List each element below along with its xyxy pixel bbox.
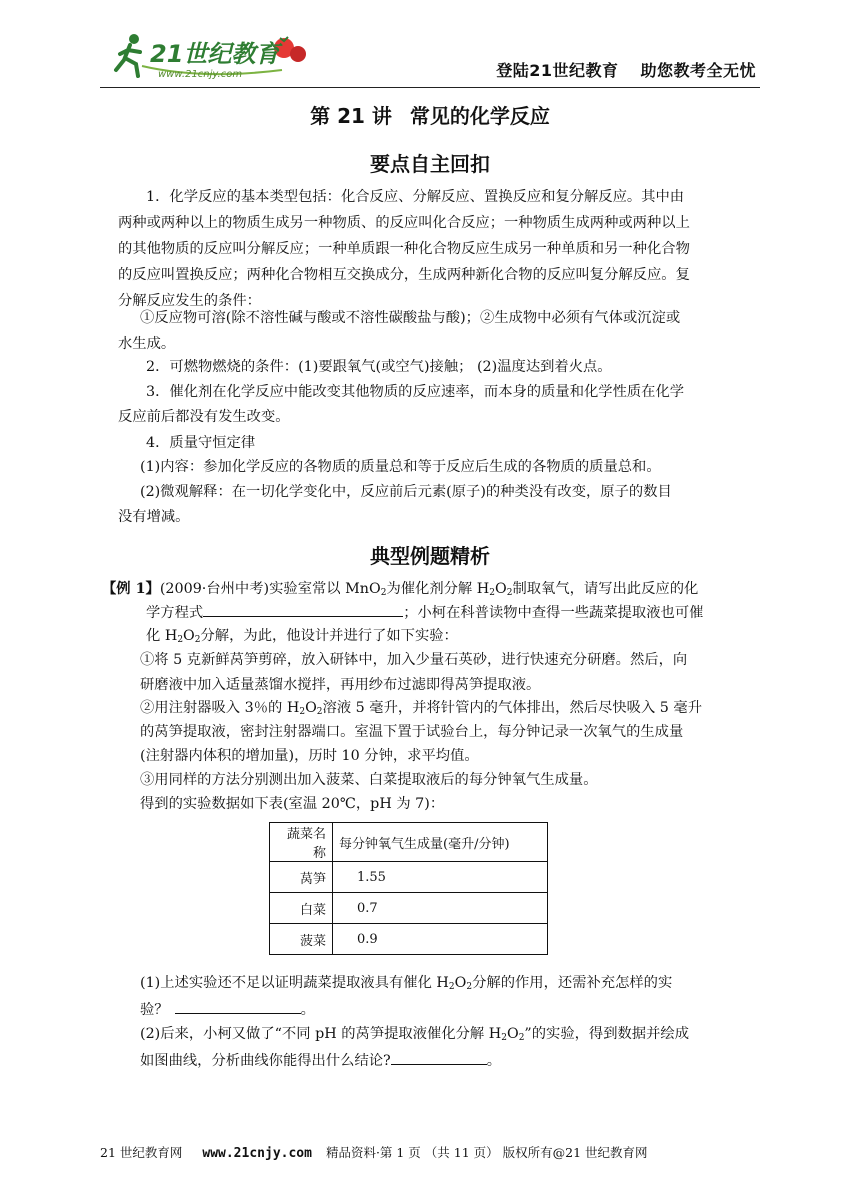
review-line: 反应前后都没有发生改变。	[118, 409, 290, 425]
question-line: (2)后来，小柯又做了“不同 pH 的莴笋提取液催化分解 $H_2O_2$”的实验，得到数据并绘成	[140, 1026, 689, 1043]
site-logo	[112, 30, 312, 82]
page-footer	[100, 1143, 760, 1161]
question-line: 验？ 。	[140, 999, 315, 1020]
example-line: 研磨液中加入适量蒸馏水搅拌，再用纱布过滤即得莴笋提取液。	[140, 677, 541, 693]
example-line: 【例 1】(2009·台州中考)实验室常以 MnO$_2$为催化剂分解 $H_2O_2$制取氧气，请写出此反应的化	[102, 581, 699, 598]
footer-page-info: 精品资料·第 1 页 （共 11 页） 版权所有@21 世纪教育网	[325, 1145, 648, 1160]
vegetable-name: 白菜	[270, 893, 333, 924]
logo-url: www.21cnjy.com	[158, 69, 243, 80]
oxygen-rate: 1.55	[333, 862, 548, 893]
review-line: 的其他物质的反应叫分解反应；一种单质跟一种化合物反应生成另一种单质和另一种化合物	[118, 241, 690, 257]
review-line: 2．可燃物燃烧的条件：(1)要跟氧气(或空气)接触； (2)温度达到着火点。	[146, 359, 612, 375]
review-line: 两种或两种以上的物质生成另一种物质、的反应叫化合反应；一种物质生成两种或两种以上	[118, 215, 690, 231]
example-line: ①将 5 克新鲜莴笋剪碎，放入研钵中，加入少量石英砂，进行快速充分研磨。然后，向	[140, 652, 688, 668]
section-title-examples: 典型例题精析	[370, 544, 490, 568]
equation-blank[interactable]	[203, 602, 403, 617]
section-title-review: 要点自主回扣	[370, 152, 490, 176]
review-line: ①反应物可溶(除不溶性碱与酸或不溶性碳酸盐与酸)；②生成物中必须有气体或沉淀或	[140, 310, 681, 326]
experiment-data-table	[269, 822, 548, 955]
question-line: 如图曲线，分析曲线你能得出什么结论? 。	[140, 1050, 501, 1071]
example-line: ②用注射器吸入 3％的 $H_2O_2$溶液 5 毫升，并将针管内的气体排出，然后尽快吸入 5 毫升	[140, 700, 703, 717]
example-line: 的莴笋提取液，密封注射器端口。室温下置于试验台上，每分钟记录一次氧气的生成量	[140, 724, 684, 740]
lecture-topic: 常见的化学反应	[409, 104, 550, 128]
page-header	[100, 28, 760, 88]
review-line: 4．质量守恒定律	[146, 435, 256, 451]
example-line: 化 $H_2O_2$分解，为此，他设计并进行了如下实验：	[146, 628, 458, 645]
slogan-right: 助您教考全无忧	[640, 61, 756, 80]
page-title	[0, 100, 860, 129]
review-line: (1)内容：参加化学反应的各物质的质量总和等于反应后生成的各物质的质量总和。	[140, 459, 661, 475]
review-line: 1．化学反应的基本类型包括：化合反应、分解反应、置换反应和复分解反应。其中由	[146, 189, 685, 205]
lecture-number: 第 21 讲	[310, 104, 392, 128]
footer-site: 21 世纪教育网	[100, 1145, 183, 1160]
answer-blank-2[interactable]	[391, 1050, 487, 1065]
vegetable-name: 莴笋	[270, 862, 333, 893]
example-line: 学方程式 ；小柯在科普读物中查得一些蔬菜提取液也可催	[146, 602, 703, 623]
review-line: 水生成。	[118, 336, 176, 352]
footer-url[interactable]: www.21cnjy.com	[202, 1146, 312, 1161]
example-line: 得到的实验数据如下表(室温 20℃，pH 为 7)：	[140, 796, 445, 812]
table-row	[270, 924, 548, 955]
table-header-cell: 蔬菜名称	[270, 823, 333, 862]
question-line: (1)上述实验还不足以证明蔬菜提取液具有催化 $H_2O_2$分解的作用，还需补充怎样的实	[140, 975, 673, 992]
slogan-left: 登陆21世纪教育	[496, 61, 619, 80]
table-header-cell: 每分钟氧气生成量(毫升/分钟)	[333, 823, 548, 862]
review-line: 没有增减。	[118, 509, 190, 525]
review-line: (2)微观解释：在一切化学变化中，反应前后元素(原子)的种类没有改变，原子的数目	[140, 484, 672, 500]
logo-text: 21世纪教育	[150, 40, 280, 68]
oxygen-rate: 0.7	[333, 893, 548, 924]
header-divider	[100, 87, 760, 88]
review-line: 3．催化剂在化学反应中能改变其他物质的反应速率，而本身的质量和化学性质在化学	[146, 384, 685, 400]
header-slogan	[474, 58, 756, 81]
table-row	[270, 862, 548, 893]
table-header-row	[270, 823, 548, 862]
review-line: 的反应叫置换反应；两种化合物相互交换成分，生成两种新化合物的反应叫复分解反应。复	[118, 267, 690, 283]
oxygen-rate: 0.9	[333, 924, 548, 955]
example-label: 【例 1】	[102, 581, 160, 597]
answer-blank-1[interactable]	[175, 999, 301, 1014]
table-row	[270, 893, 548, 924]
review-line: 分解反应发生的条件：	[118, 293, 261, 309]
vegetable-name: 菠菜	[270, 924, 333, 955]
example-line: ③用同样的方法分别测出加入菠菜、白菜提取液后的每分钟氧气生成量。	[140, 772, 598, 788]
example-line: (注射器内体积的增加量)，历时 10 分钟，求平均值。	[140, 748, 479, 764]
